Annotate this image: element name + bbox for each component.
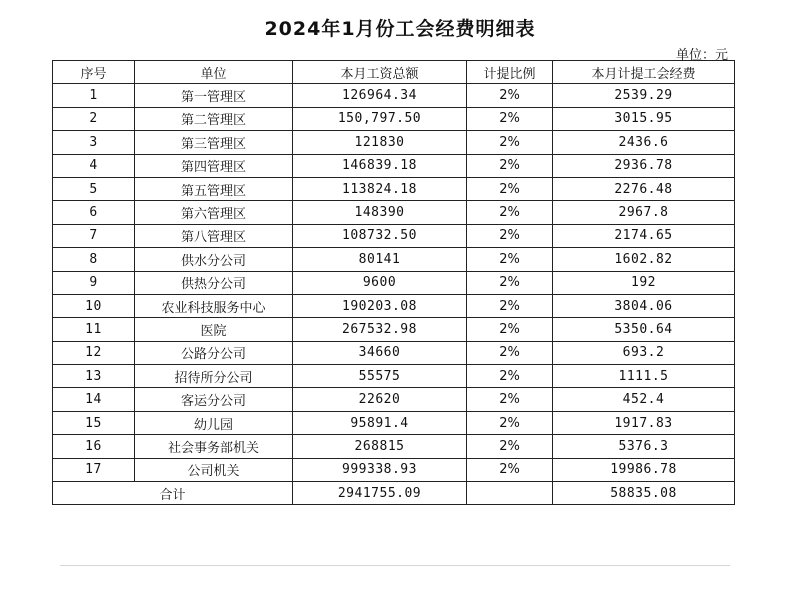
cell-unit: 医院 xyxy=(135,318,293,341)
cell-ratio: 2% xyxy=(467,177,553,200)
table-row xyxy=(53,131,735,154)
cell-ratio: 2% xyxy=(467,224,553,247)
cell-unit: 供水分公司 xyxy=(135,248,293,271)
cell-seq: 10 xyxy=(53,294,135,317)
table-total-row xyxy=(53,482,735,505)
table-row xyxy=(53,365,735,388)
cell-fund: 1602.82 xyxy=(553,248,735,271)
cell-seq: 8 xyxy=(53,248,135,271)
scan-edge-line xyxy=(60,565,730,566)
cell-seq: 15 xyxy=(53,411,135,434)
cell-wage-total: 121830 xyxy=(293,131,467,154)
table-row xyxy=(53,341,735,364)
table-row xyxy=(53,458,735,481)
cell-fund: 5376.3 xyxy=(553,435,735,458)
table-row xyxy=(53,201,735,224)
fund-detail-table xyxy=(52,60,735,505)
table-row xyxy=(53,177,735,200)
cell-fund: 2539.29 xyxy=(553,84,735,107)
cell-wage-total: 190203.08 xyxy=(293,294,467,317)
table-row xyxy=(53,154,735,177)
cell-wage-total: 55575 xyxy=(293,365,467,388)
cell-wage-total: 95891.4 xyxy=(293,411,467,434)
cell-ratio: 2% xyxy=(467,154,553,177)
cell-fund: 1917.83 xyxy=(553,411,735,434)
cell-seq: 3 xyxy=(53,131,135,154)
page-title: 2024年1月份工会经费明细表 xyxy=(264,18,536,40)
cell-unit: 第四管理区 xyxy=(135,154,293,177)
cell-fund: 5350.64 xyxy=(553,318,735,341)
cell-fund: 452.4 xyxy=(553,388,735,411)
cell-unit: 公司机关 xyxy=(135,458,293,481)
cell-seq: 2 xyxy=(53,107,135,130)
cell-ratio: 2% xyxy=(467,341,553,364)
unit-label: 单位：元 xyxy=(675,48,728,63)
cell-ratio: 2% xyxy=(467,435,553,458)
cell-ratio: 2% xyxy=(467,458,553,481)
cell-ratio: 2% xyxy=(467,411,553,434)
cell-fund: 2967.8 xyxy=(553,201,735,224)
cell-wage-total: 34660 xyxy=(293,341,467,364)
cell-fund: 2436.6 xyxy=(553,131,735,154)
cell-seq: 4 xyxy=(53,154,135,177)
table-row xyxy=(53,435,735,458)
cell-fund: 192 xyxy=(553,271,735,294)
table-row xyxy=(53,248,735,271)
header-ratio: 计提比例 xyxy=(467,61,553,84)
cell-ratio: 2% xyxy=(467,131,553,154)
cell-wage-total: 22620 xyxy=(293,388,467,411)
table-body xyxy=(53,84,735,482)
total-ratio xyxy=(467,482,553,505)
cell-unit: 幼儿园 xyxy=(135,411,293,434)
cell-wage-total: 268815 xyxy=(293,435,467,458)
total-label: 合计 xyxy=(53,482,293,505)
cell-ratio: 2% xyxy=(467,201,553,224)
cell-unit: 第八管理区 xyxy=(135,224,293,247)
cell-wage-total: 9600 xyxy=(293,271,467,294)
cell-wage-total: 150,797.50 xyxy=(293,107,467,130)
cell-unit: 招待所分公司 xyxy=(135,365,293,388)
table-header-row xyxy=(53,61,735,84)
table-row xyxy=(53,318,735,341)
cell-ratio: 2% xyxy=(467,107,553,130)
total-wage: 2941755.09 xyxy=(293,482,467,505)
table-row xyxy=(53,224,735,247)
cell-unit: 第一管理区 xyxy=(135,84,293,107)
cell-seq: 13 xyxy=(53,365,135,388)
cell-seq: 11 xyxy=(53,318,135,341)
cell-ratio: 2% xyxy=(467,84,553,107)
table-row xyxy=(53,107,735,130)
cell-unit: 第六管理区 xyxy=(135,201,293,224)
cell-ratio: 2% xyxy=(467,318,553,341)
cell-ratio: 2% xyxy=(467,294,553,317)
cell-fund: 2276.48 xyxy=(553,177,735,200)
table-row xyxy=(53,411,735,434)
cell-fund: 3804.06 xyxy=(553,294,735,317)
cell-fund: 2936.78 xyxy=(553,154,735,177)
cell-unit: 农业科技服务中心 xyxy=(135,294,293,317)
header-wage-total: 本月工资总额 xyxy=(293,61,467,84)
header-unit: 单位 xyxy=(135,61,293,84)
cell-wage-total: 999338.93 xyxy=(293,458,467,481)
cell-wage-total: 148390 xyxy=(293,201,467,224)
cell-seq: 9 xyxy=(53,271,135,294)
cell-fund: 3015.95 xyxy=(553,107,735,130)
cell-seq: 5 xyxy=(53,177,135,200)
cell-ratio: 2% xyxy=(467,365,553,388)
cell-seq: 14 xyxy=(53,388,135,411)
table-row xyxy=(53,294,735,317)
table-row xyxy=(53,84,735,107)
cell-unit: 第二管理区 xyxy=(135,107,293,130)
cell-wage-total: 126964.34 xyxy=(293,84,467,107)
table-row xyxy=(53,271,735,294)
cell-unit: 客运分公司 xyxy=(135,388,293,411)
cell-unit: 供热分公司 xyxy=(135,271,293,294)
cell-fund: 2174.65 xyxy=(553,224,735,247)
cell-seq: 17 xyxy=(53,458,135,481)
cell-seq: 16 xyxy=(53,435,135,458)
cell-unit: 第三管理区 xyxy=(135,131,293,154)
cell-fund: 19986.78 xyxy=(553,458,735,481)
total-fund: 58835.08 xyxy=(553,482,735,505)
cell-wage-total: 80141 xyxy=(293,248,467,271)
cell-seq: 7 xyxy=(53,224,135,247)
cell-seq: 12 xyxy=(53,341,135,364)
header-fund: 本月计提工会经费 xyxy=(553,61,735,84)
header-seq: 序号 xyxy=(53,61,135,84)
cell-ratio: 2% xyxy=(467,388,553,411)
cell-wage-total: 267532.98 xyxy=(293,318,467,341)
cell-seq: 1 xyxy=(53,84,135,107)
cell-fund: 693.2 xyxy=(553,341,735,364)
cell-fund: 1111.5 xyxy=(553,365,735,388)
cell-wage-total: 113824.18 xyxy=(293,177,467,200)
cell-unit: 社会事务部机关 xyxy=(135,435,293,458)
table-row xyxy=(53,388,735,411)
cell-seq: 6 xyxy=(53,201,135,224)
cell-unit: 第五管理区 xyxy=(135,177,293,200)
cell-ratio: 2% xyxy=(467,271,553,294)
cell-ratio: 2% xyxy=(467,248,553,271)
cell-unit: 公路分公司 xyxy=(135,341,293,364)
cell-wage-total: 146839.18 xyxy=(293,154,467,177)
cell-wage-total: 108732.50 xyxy=(293,224,467,247)
